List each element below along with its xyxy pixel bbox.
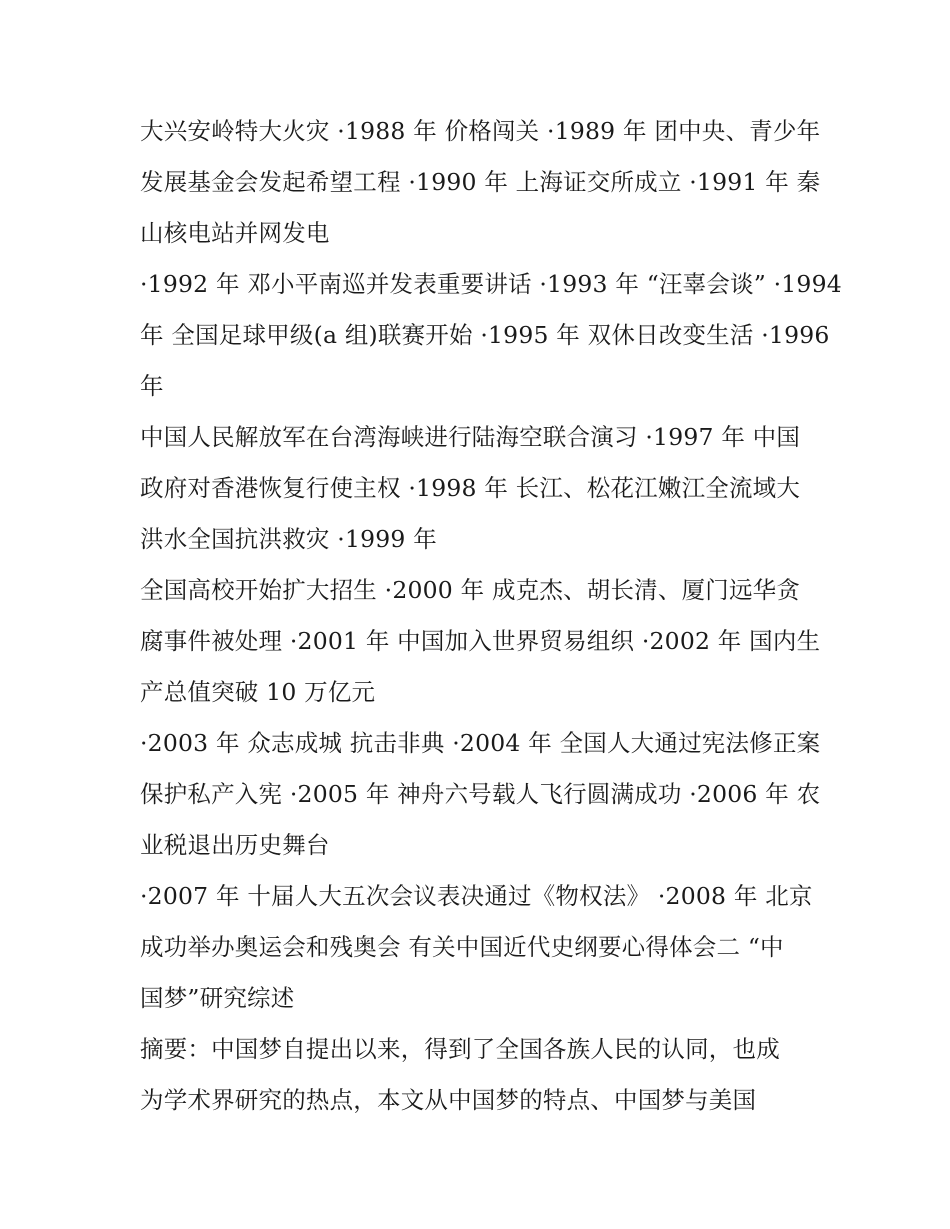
text-line: 年 [140,372,164,400]
text-line: 大兴安岭特大火灾 ·1988 年 价格闯关 ·1989 年 团中央、青少年 [140,117,821,145]
text-line: ·2007 年 十届人大五次会议表决通过《物权法》 ·2008 年 北京 [140,882,813,910]
text-line: 国梦”研究综述 [140,984,295,1012]
text-line: ·2003 年 众志成城 抗击非典 ·2004 年 全国人大通过宪法修正案 [140,729,821,757]
text-line: 成功举办奥运会和残奥会 有关中国近代史纲要心得体会二 “中 [140,933,784,961]
text-line: 发展基金会发起希望工程 ·1990 年 上海证交所成立 ·1991 年 秦 [140,168,821,196]
abstract-line: 摘要：中国梦自提出以来，得到了全国各族人民的认同，也成 [140,1035,780,1063]
abstract-line: 为学术界研究的热点，本文从中国梦的特点、中国梦与美国 [140,1086,757,1114]
text-line: 腐事件被处理 ·2001 年 中国加入世界贸易组织 ·2002 年 国内生 [140,627,821,655]
text-line: 政府对香港恢复行使主权 ·1998 年 长江、松花江嫩江全流域大 [140,474,801,502]
text-line: 年 全国足球甲级(a 组)联赛开始 ·1995 年 双休日改变生活 ·1996 [140,321,830,349]
text-line: 洪水全国抗洪救灾 ·1999 年 [140,525,437,553]
text-line: 业税退出历史舞台 [140,831,330,859]
text-line: 保护私产入宪 ·2005 年 神舟六号载人飞行圆满成功 ·2006 年 农 [140,780,821,808]
text-line: 中国人民解放军在台湾海峡进行陆海空联合演习 ·1997 年 中国 [140,423,801,451]
text-line: 全国高校开始扩大招生 ·2000 年 成克杰、胡长清、厦门远华贪 [140,576,801,604]
text-line: ·1992 年 邓小平南巡并发表重要讲话 ·1993 年 “汪辜会谈” ·1994 [140,270,842,298]
text-line: 山核电站并网发电 [140,219,330,247]
text-line: 产总值突破 10 万亿元 [140,678,376,706]
document-body [140,106,842,1126]
